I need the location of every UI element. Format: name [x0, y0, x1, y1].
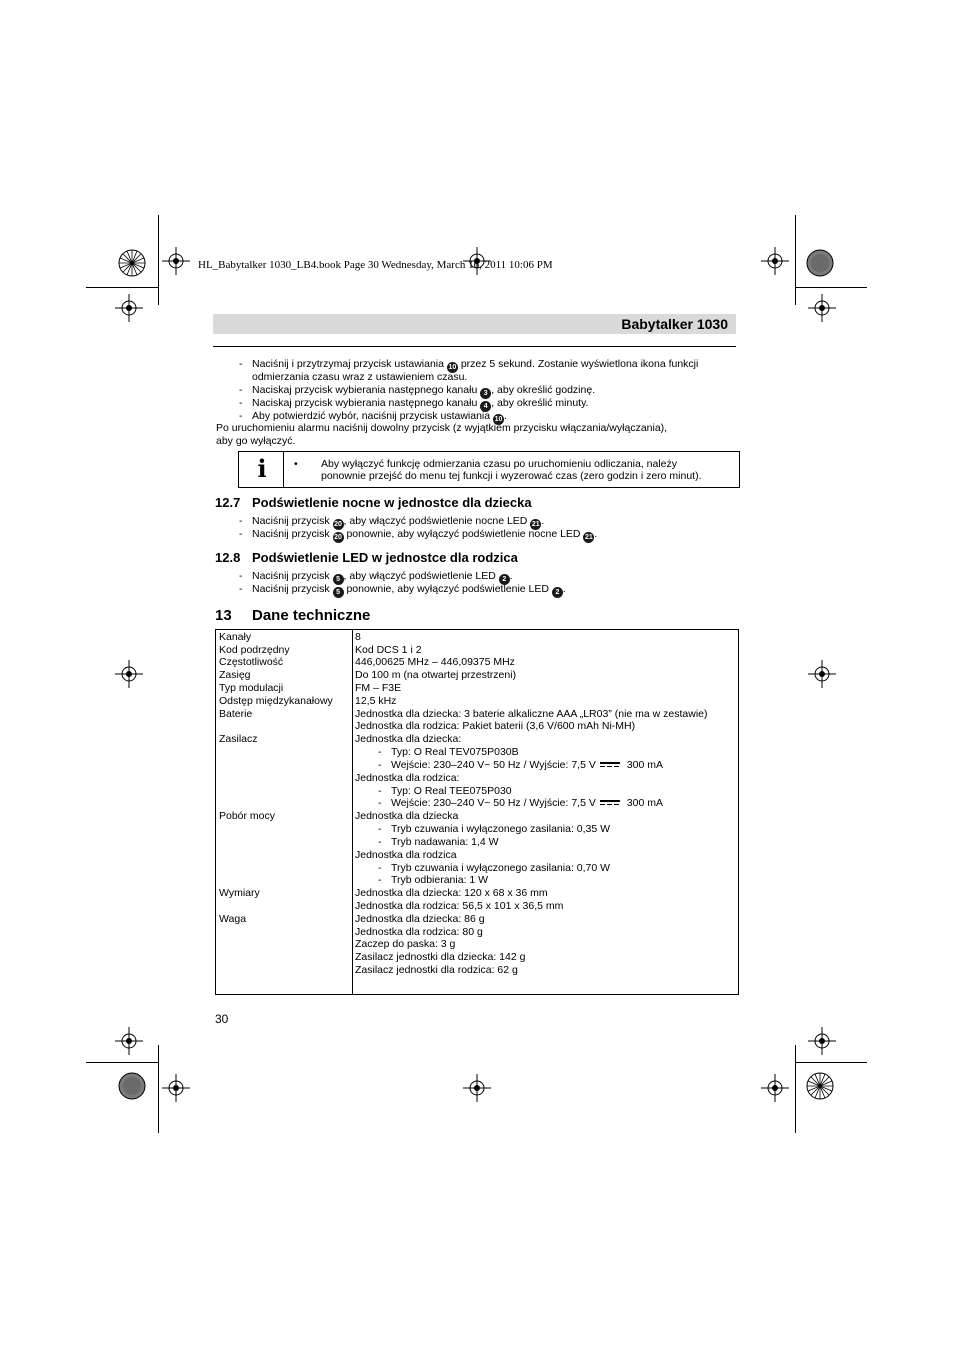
button-number-icon: 10: [448, 364, 457, 371]
spec-label: Baterie: [219, 708, 253, 720]
item-text: .: [562, 583, 566, 595]
step-item-continued: odmierzania czasu wraz z ustawieniem czasu.: [252, 371, 468, 383]
spec-value: Typ: O Real TEE075P030: [391, 785, 512, 797]
registration-mark-bottom-center: [463, 1074, 491, 1102]
button-number-icon: 5: [333, 574, 344, 585]
led-number-icon: 21: [585, 534, 593, 541]
spec-dash: -: [378, 746, 382, 758]
alarm-text-line: Po uruchomieniu alarmu naciśnij dowolny przycisk (z wyjątkiem przycisku włączania/wyłączania),: [216, 422, 668, 434]
led-number-icon: 2: [499, 574, 510, 585]
info-bullet: •: [294, 458, 298, 470]
section-number: 13: [215, 607, 232, 624]
spec-value: Jednostka dla rodzica: 56,5 x 101 x 36,5 mm: [355, 900, 564, 912]
section-title: Podświetlenie LED w jednostce dla rodzica: [252, 550, 518, 565]
step-text: , aby określić minuty.: [491, 397, 589, 409]
step-text: przez 5 sekund. Zostanie wyświetlona ikona funkcji: [460, 358, 699, 370]
spec-value: Do 100 m (na otwartej przestrzeni): [355, 669, 517, 681]
info-divider: [283, 452, 284, 487]
item-text: .: [541, 515, 545, 527]
spec-value: Jednostka dla dziecka: 120 x 68 x 36 mm: [355, 887, 548, 899]
button-number-icon: 4: [480, 401, 491, 412]
sunburst-mark-bottom-right: [807, 1073, 833, 1099]
spec-value: Jednostka dla rodzica:: [355, 772, 460, 784]
spec-value: 446,00625 MHz – 446,09375 MHz: [355, 656, 515, 668]
step-text: Naciskaj przycisk wybierania następnego kanału: [252, 397, 478, 409]
spec-dash: -: [378, 823, 382, 835]
spec-value: Tryb odbierania: 1 W: [391, 874, 489, 886]
spec-dash: -: [378, 759, 382, 771]
spec-dash: -: [378, 836, 382, 848]
item-text: Naciśnij przycisk: [252, 583, 330, 595]
spec-table: [215, 629, 739, 995]
spec-value: [391, 797, 663, 810]
registration-mark-right-middle: [808, 660, 836, 688]
spec-value: Jednostka dla rodzica: Pakiet baterii (3,6 V/600 mAh Ni-MH): [355, 720, 636, 732]
list-dash: -: [239, 515, 243, 527]
registration-mark-right-upper: [808, 294, 836, 322]
item-text: ponownie, aby wyłączyć podświetlenie nocne LED: [343, 528, 581, 540]
section-number: 12.8: [215, 550, 241, 565]
spec-dash: -: [378, 785, 382, 797]
page-number: 30: [215, 1012, 229, 1026]
spec-value: [391, 759, 663, 772]
registration-mark-left-middle: [115, 660, 143, 688]
item-text: ponownie, aby wyłączyć podświetlenie LED: [343, 583, 549, 595]
button-number-icon: 5: [333, 587, 344, 598]
step-text: , aby określić godzinę.: [491, 384, 596, 396]
spec-label: Kanały: [219, 631, 252, 643]
spec-value: Jednostka dla rodzica: [355, 849, 457, 861]
header-rule: [213, 346, 736, 347]
step-dash: -: [239, 384, 243, 396]
spec-label: Kod podrzędny: [219, 644, 290, 656]
list-item: [252, 583, 566, 598]
spec-text: Wejście: 230–240 V~ 50 Hz / Wyjście: 7,5 V: [391, 759, 596, 771]
item-text: .: [594, 528, 598, 540]
registration-mark-top-left: [162, 247, 190, 275]
table-divider: [352, 630, 353, 994]
item-text: Naciśnij przycisk: [252, 528, 330, 540]
spec-value: 12,5 kHz: [355, 695, 397, 707]
spec-dash: -: [378, 797, 382, 809]
step-text: Naciśnij i przytrzymaj przycisk ustawiania: [252, 358, 444, 370]
led-number-icon: 21: [531, 521, 540, 528]
registration-mark-bottom-left: [162, 1074, 190, 1102]
alarm-text-line: aby go wyłączyć.: [216, 435, 296, 447]
spec-value: Jednostka dla dziecka: 86 g: [355, 913, 485, 925]
spec-label: Zasięg: [219, 669, 251, 681]
spec-value: Jednostka dla dziecka: 3 baterie alkaliczne AAA „LR03” (nie ma w zestawie): [355, 708, 708, 720]
spec-value: FM – F3E: [355, 682, 402, 694]
section-title: Dane techniczne: [252, 607, 371, 624]
info-text-line: Aby wyłączyć funkcję odmierzania czasu po uruchomieniu odliczania, należy: [321, 458, 678, 470]
spec-value: Jednostka dla dziecka: [355, 810, 459, 822]
spec-label: Wymiary: [219, 887, 260, 899]
step-dash: -: [239, 397, 243, 409]
section-title: Podświetlenie nocne w jednostce dla dziecka: [252, 495, 532, 510]
spec-value: Zaczep do paska: 3 g: [355, 938, 456, 950]
spec-text: Wejście: 230–240 V~ 50 Hz / Wyjście: 7,5 V: [391, 797, 596, 809]
dc-symbol-icon: [600, 762, 620, 769]
spec-label: Częstotliwość: [219, 656, 284, 668]
grey-mark-bottom-left: [119, 1073, 145, 1099]
spec-label: Zasilacz: [219, 733, 258, 745]
list-dash: -: [239, 570, 243, 582]
list-dash: -: [239, 583, 243, 595]
dc-symbol-icon: [600, 800, 620, 807]
spec-value: Zasilacz jednostki dla rodzica: 62 g: [355, 964, 518, 976]
step-dash: -: [239, 410, 243, 422]
spec-value: Zasilacz jednostki dla dziecka: 142 g: [355, 951, 526, 963]
list-item: [252, 528, 597, 543]
spec-label: Pobór mocy: [219, 810, 276, 822]
step-text: .: [504, 410, 507, 422]
button-number-icon: 10: [494, 416, 503, 423]
button-number-icon: 20: [334, 521, 342, 528]
info-icon: i: [257, 454, 267, 483]
info-text-line: ponownie przejść do menu tej funkcji i wyzerować czas (zero godzin i zero minut).: [321, 470, 702, 482]
list-dash: -: [239, 528, 243, 540]
step-dash: -: [239, 358, 243, 370]
button-number-icon: 20: [334, 534, 342, 541]
spec-value: 8: [355, 631, 361, 643]
registration-mark-left-lower: [115, 1027, 143, 1055]
spec-value: Jednostka dla rodzica: 80 g: [355, 926, 483, 938]
item-text: , aby włączyć podświetlenie nocne LED: [343, 515, 528, 527]
led-number-icon: 2: [552, 587, 563, 598]
item-text: Naciśnij przycisk: [252, 515, 330, 527]
spec-dash: -: [378, 862, 382, 874]
header-title: Babytalker 1030: [621, 316, 728, 332]
registration-mark-top-right: [761, 247, 789, 275]
spec-value: Jednostka dla dziecka:: [355, 733, 462, 745]
spec-value: Kod DCS 1 i 2: [355, 644, 422, 656]
spec-dash: -: [378, 874, 382, 886]
info-box: [238, 451, 740, 488]
item-text: Naciśnij przycisk: [252, 570, 330, 582]
registration-mark-left-upper: [115, 294, 143, 322]
grey-mark-top-right: [807, 250, 833, 276]
spec-value: Tryb czuwania i wyłączonego zasilania: 0,35 W: [391, 823, 611, 835]
spec-label: Odstęp międzykanałowy: [219, 695, 333, 707]
button-number-icon: 3: [480, 388, 491, 399]
item-text: , aby włączyć podświetlenie LED: [343, 570, 496, 582]
spec-label: Waga: [219, 913, 247, 925]
step-text: Aby potwierdzić wybór, naciśnij przycisk ustawiania: [252, 410, 491, 422]
spec-value: Typ: O Real TEV075P030B: [391, 746, 519, 758]
spec-text: 300 mA: [626, 759, 663, 771]
spec-label: Typ modulacji: [219, 682, 284, 694]
sunburst-mark-top-left: [119, 250, 145, 276]
print-slug: HL_Babytalker 1030_LB4.book Page 30 Wednesday, March 16, 2011 10:06 PM: [198, 259, 553, 271]
section-number: 12.7: [215, 495, 241, 510]
item-text: .: [509, 570, 513, 582]
spec-value: Tryb czuwania i wyłączonego zasilania: 0,70 W: [391, 862, 611, 874]
registration-mark-right-lower: [808, 1027, 836, 1055]
registration-mark-bottom-right: [761, 1074, 789, 1102]
spec-value: Tryb nadawania: 1,4 W: [391, 836, 499, 848]
step-text: Naciskaj przycisk wybierania następnego kanału: [252, 384, 478, 396]
spec-text: 300 mA: [626, 797, 663, 809]
